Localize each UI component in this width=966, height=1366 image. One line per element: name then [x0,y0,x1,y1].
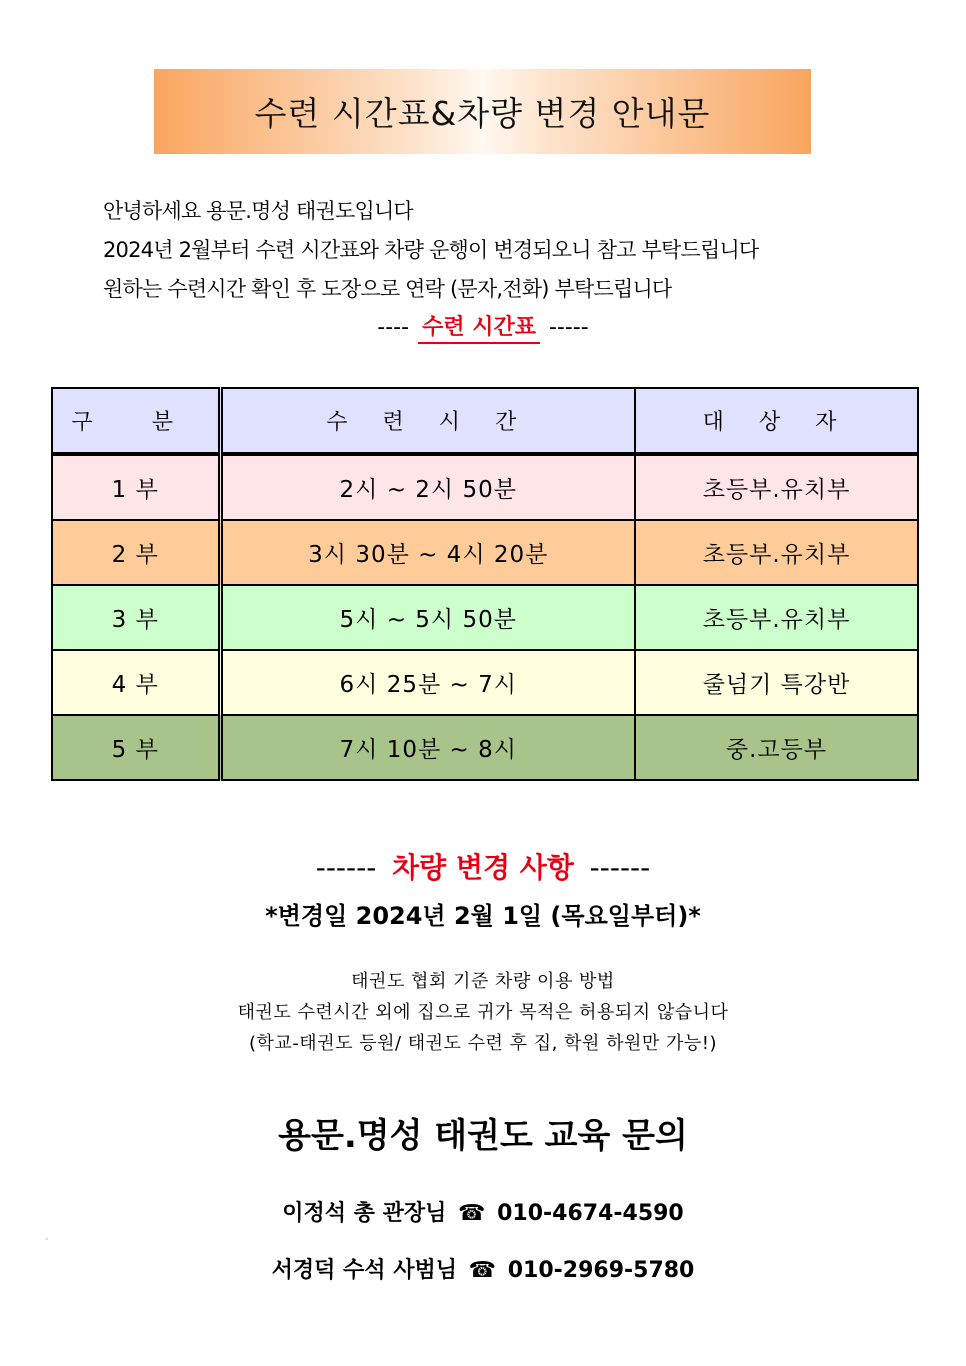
row-time: 6시 25분 ~ 7시 [220,650,635,715]
contact-title: 용문.명성 태권도 교육 문의 [278,1116,688,1156]
page-mark: ▫ [45,1236,49,1242]
row-part: 2 부 [52,520,220,585]
heading-dash-left: ---- [377,315,410,340]
contact-name: 이정석 총 관장님 [282,1201,447,1226]
intro-paragraph [103,192,863,309]
vehicle-policy [0,966,966,1059]
header-target: 대 상 자 [635,388,918,454]
table-row [52,650,918,715]
phone-icon: ☎ [458,1201,486,1226]
contact-phone: 010-2969-5780 [507,1258,695,1283]
row-time: 5시 ~ 5시 50분 [220,585,635,650]
row-part: 3 부 [52,585,220,650]
header-time: 수 련 시 간 [220,388,635,454]
table-row [52,715,918,780]
row-time: 3시 30분 ~ 4시 20분 [220,520,635,585]
policy-line-2: 태권도 수련시간 외에 집으로 귀가 목적은 허용되지 않습니다 [237,1002,729,1023]
vehicle-dash-left: ------ [315,851,377,884]
table-header-row [52,388,918,454]
contact-line-2 [0,1253,966,1284]
row-part: 1 부 [52,454,220,520]
contact-name: 서경덕 수석 사범님 [271,1258,457,1283]
vehicle-heading [0,846,966,886]
row-target: 초등부.유치부 [635,454,918,520]
vehicle-heading-label: 차량 변경 사항 [392,851,574,884]
vehicle-dash-right: ------ [589,851,651,884]
change-date: *변경일 2024년 2월 1일 (목요일부터)* [265,902,701,930]
row-part: 4 부 [52,650,220,715]
title-banner [154,69,811,154]
contact-line-1 [0,1196,966,1227]
contact-phone: 010-4674-4590 [497,1201,684,1226]
row-target: 초등부.유치부 [635,520,918,585]
row-target: 중.고등부 [635,715,918,780]
policy-line-1: 태권도 협회 기준 차량 이용 방법 [351,971,615,992]
schedule-table [51,387,919,781]
header-part: 구 분 [52,388,220,454]
schedule-heading-label: 수련 시간표 [418,315,540,344]
table-row [52,585,918,650]
intro-line-2: 2024년 2월부터 수련 시간표와 차량 운행이 변경되오니 참고 부탁드립니다 [103,238,759,262]
table-row [52,520,918,585]
row-target: 줄넘기 특강반 [635,650,918,715]
policy-line-3: (학교-태권도 등원/ 태권도 수련 후 집, 학원 하원만 가능!) [249,1033,717,1054]
heading-dash-right: ----- [548,315,589,340]
row-part: 5 부 [52,715,220,780]
row-time: 2시 ~ 2시 50분 [220,454,635,520]
row-time: 7시 10분 ~ 8시 [220,715,635,780]
intro-line-1: 안녕하세요 용문.명성 태권도입니다 [103,199,413,223]
row-target: 초등부.유치부 [635,585,918,650]
table-row [52,454,918,520]
intro-line-3: 원하는 수련시간 확인 후 도장으로 연락 (문자,전화) 부탁드립니다 [103,277,672,301]
schedule-heading [0,310,966,341]
page-title: 수련 시간표&차량 변경 안내문 [254,94,711,133]
phone-icon: ☎ [468,1258,497,1283]
